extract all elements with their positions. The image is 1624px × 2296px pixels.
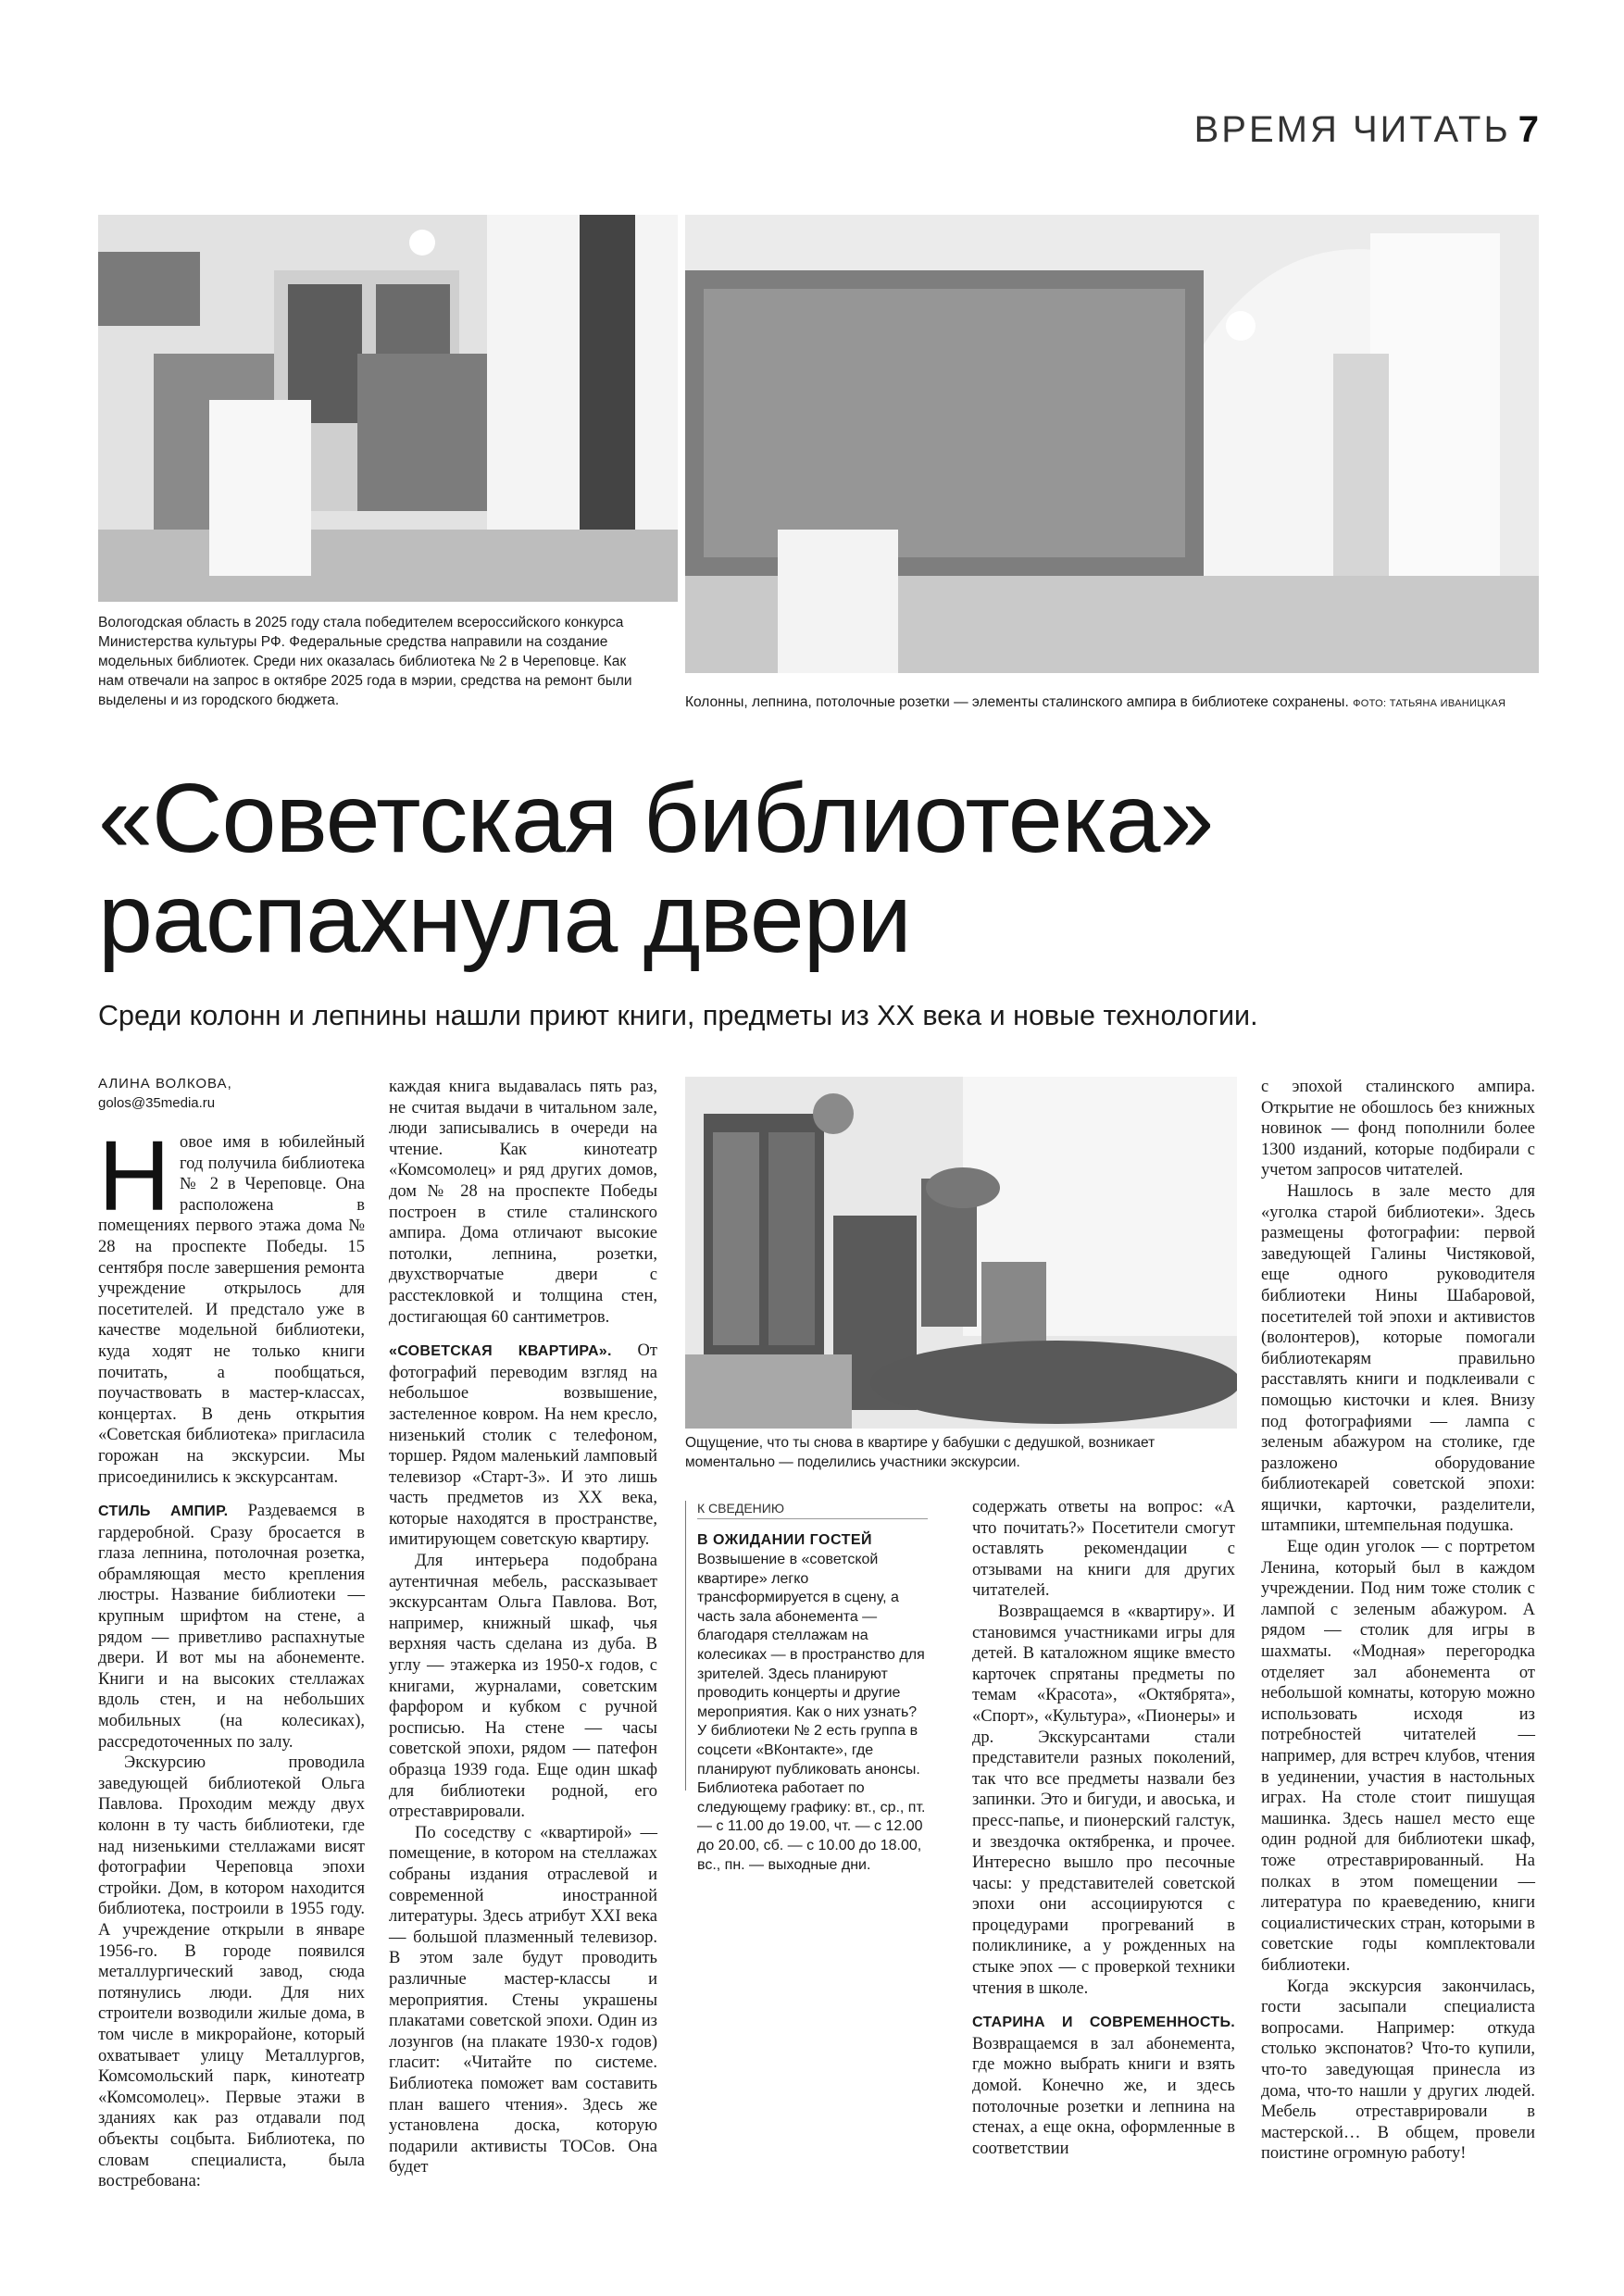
lede: Среди колонн и лепнины нашли приют книги, предметы из XX века и новые технологии. [98, 1000, 1258, 1031]
subhead: СТАРИНА И СОВРЕМЕННОСТЬ. [972, 2015, 1235, 2031]
info-box [685, 1501, 928, 1873]
section-header [1194, 109, 1539, 151]
article-column-2 [389, 1077, 657, 2178]
photo2-caption [685, 693, 1539, 714]
photo2-caption-text: Колонны, лепнина, потолочные розетки — элементы сталинского ампира в библиотеке сохранены. [685, 694, 1349, 710]
headline: «Советская библиотека» распахнула двери [98, 764, 1214, 973]
paragraph: содержать ответы на вопрос: «А что почитать?» Посетители смогут оставлять рекомендации с отзывами на книги для других читателей. [972, 1498, 1235, 1601]
article-column-4 [972, 1497, 1235, 2159]
paragraph [98, 1501, 365, 1753]
page-number: 7 [1518, 109, 1539, 150]
paragraph-text: овое имя в юбилейный год получила библиотека № 2 в Череповце. Она расположена в помещениях первого этажа дома № 28 на проспекте Победы. 15 сентября после завершения ремонта учреждение открылось для посетителей. И предстало уже в качестве модельной библиотеки, куда ходят не только книги почитать, а пообщаться, поучаствовать в мастер-классах, концертах. В день открытия «Советская библиотека» пригласила горожан на экскурсии. Мы присоединились к экскурсантам. [98, 1133, 365, 1487]
paragraph: Нашлось в зале место для «уголка старой библиотеки». Здесь размещены фотографии: первой заведующей Галины Чистяковой, еще одного руководителя библиотеки Нины Шабаровой, посетителей той эпохи и активистов (волонтеров), которые помогали библиотекарям правильно расставлять книги и подклеивали с помощью кисточки и клея. Внизу под фотографиями — лампа с зеленым абажуром на столике, где разложено оборудование библиотекарей советской эпохи: ящички, карточки, разделители, штампики, штемпельная подушка. [1261, 1181, 1535, 1536]
info-box-text: Возвышение в «советской квартире» легко трансформируется в сцену, а часть зала абонемента — благодаря стеллажам на колесиках — в пространство для зрителей. Здесь планируют проводить концерты и другие мероприятия. Как о них узнать? У библиотеки № 2 есть группа в соцсети «ВКонтакте», где планируют публиковать анонсы. [697, 1552, 925, 1778]
paragraph [972, 2012, 1235, 2159]
article-column-5 [1261, 1077, 1535, 2165]
library-hours: Библиотека работает по следующему графику: вт., ср., пт. — с 11.00 до 19.00, чт. — с 12.00 до 20.00, сб. — с 10.00 до 18.00, вс., пн. — выходные дни. [697, 1780, 926, 1873]
author-name: АЛИНА ВОЛКОВА, [98, 1076, 232, 1092]
photo3-caption: Ощущение, что ты снова в квартире у бабушки с дедушкой, возникает моментально — поделились участники экскурсии. [685, 1435, 1156, 1470]
photo1-caption: Вологодская область в 2025 году стала победителем всероссийского конкурса Министерства культуры РФ. Федеральные средства направили на создание модельных библиотек. Среди них оказалась библиотека № 2 в Череповце. Как нам отвечали на запрос в октябре 2025 года в мэрии, средства на ремонт были выделены и из городского бюджета. [98, 615, 632, 708]
photo-library-hall [98, 215, 678, 602]
paragraph [98, 1119, 365, 1488]
subhead: «СОВЕТСКАЯ КВАРТИРА». [389, 1343, 612, 1360]
section-title: ВРЕМЯ ЧИТАТЬ [1193, 109, 1511, 150]
photo-credit: ФОТО: ТАТЬЯНА ИВАНИЦКАЯ [1353, 698, 1506, 709]
paragraph-text: Возвращаемся в зал абонемента, где можно выбрать книги и взять домой. Конечно же, и здесь потолочные розетки и лепнина на стенах, а еще окна, оформленные в соответствии [972, 2034, 1235, 2158]
paragraph: Еще один уголок — с портретом Ленина, который был в каждом учреждении. Под ним тоже столик с лампой с зеленым абажуром. А рядом — столик для игры в шахматы. «Модная» перегородка отделяет зал абонемента от небольшой комнаты, которую можно использовать исходя из потребностей читателей — например, для встреч клубов, чтения в уединении, участия в настольных играх. На столе стоит пишущая машинка. Здесь нашел место еще один родной для библиотеки шкаф, тоже отреставрированный. На полках в этом помещении — литература по краеведению, книги социалистических стран, которыми в советские годы комплектовали библиотеки. [1261, 1538, 1535, 1975]
info-box-label: К СВЕДЕНИЮ [697, 1501, 928, 1519]
dropcap: Н [98, 1119, 170, 1231]
paragraph: Экскурсию проводила заведующей библиотекой Ольга Павлова. Проходим между двух колонн в ту часть библиотеки, где над низенькими стеллажами висят фотографии Череповца эпохи стройки. Дом, в котором находится библиотека, построили в 1955 году. А учреждение открыли в январе 1956-го. В городе появился металлургический завод, сюда потянулись люди. Для них строители возводили жилые дома, в том числе в микрорайоне, который охватывает улицу Металлургов, Комсомольский парк, кинотеатр «Комсомолец». Первые этажи в зданиях как раз отдавали под объекты соцбыта. Библиотека, по словам специалиста, была востребована: [98, 1753, 365, 2191]
paragraph: с эпохой сталинского ампира. Открытие не обошлось без книжных новинок — фонд пополнили более 1300 изданий, которые подбирали с учетом запросов читателей. [1261, 1078, 1535, 1180]
photo-columns-hall [685, 215, 1539, 673]
article-column-1 [98, 1119, 365, 2192]
author-email: golos@35media.ru [98, 1095, 216, 1111]
paragraph: каждая книга выдавалась пять раз, не считая выдачи в читальном зале, люди записывались в очереди на чтение. Как кинотеатр «Комсомолец» и ряд других домов, дом № 28 на проспекте Победы построен в стиле сталинского ампира. Дома отличают высокие потолки, лепнина, розетки, двухстворчатые двери с расстекловкой и толщина стен, достигающая 60 сантиметров. [389, 1078, 657, 1327]
info-box-title: В ОЖИДАНИИ ГОСТЕЙ [697, 1532, 873, 1548]
paragraph [389, 1341, 657, 1551]
paragraph-text: От фотографий переводим взгляд на небольшое возвышение, застеленное ковром. На нем кресло, низенький столик с телефоном, торшер. Рядом маленький ламповый телевизор «Старт-3». И это лишь часть предметов из XX века, которые находятся в пространстве, имитирующем советскую квартиру. [389, 1341, 657, 1550]
paragraph: По соседству с «квартирой» — помещение, в котором на стеллажах собраны издания отраслевой и современной иностранной литературы. Здесь атрибут XXI века — большой плазменный телевизор. В этом зале будут проводить различные мастер-классы и мероприятия. Стены украшены плакатами советской эпохи. Один из лозунгов (на плакате 1930-х годов) гласит: «Читайте по системе. Библиотека поможет вам составить план вашего чтения». Здесь же установлена доска, которую подарили активисты ТОСов. Она будет [389, 1823, 657, 2177]
photo-soviet-apartment [685, 1077, 1237, 1429]
paragraph: Возвращаемся в «квартиру». И становимся участниками игры для детей. В каталожном ящике вместо карточек спрятаны предметы по темам «Красота», «Октябрята», «Спорт», «Культура», «Пионеры» и др. Экскурсантами стали представители разных поколений, так что все предметы назвали без запинки. Это и бигуди, и авоська, и пресс-папье, и пионерский галстук, и звездочка октябренка, и прочее. Интересно вышло про песочные часы: у представителей советской эпохи они ассоциируются с процедурами прогреваний в поликлинике, а у рожденных на стыке эпох — с проверкой техники чтения в школе. [972, 1602, 1235, 1998]
paragraph: Для интерьера подобрана аутентичная мебель, рассказывает экскурсантам Ольга Павлова. Вот, например, книжный шкаф, чья верхняя часть сделана из дуба. В углу — этажерка из 1950-х годов, с книгами, журналами, советским фарфором и кубком с ручной росписью. На стене — часы советской эпохи, рядом — патефон образца 1939 года. Еще один шкаф для библиотеки родной, его отреставрировали. [389, 1552, 657, 1822]
subhead: СТИЛЬ АМПИР. [98, 1504, 229, 1520]
paragraph-text: Раздеваемся в гардеробной. Сразу бросается в глаза лепнина, потолочная розетка, обрамляющая место крепления люстры. Название библиотеки — крупным шрифтом на стене, а рядом — приветливо распахнутые двери. И вот мы на абонементе. Книги и на высоких стеллажах вдоль стен, и на небольших мобильных (на колесиках), рассредоточенных по залу. [98, 1502, 365, 1752]
paragraph: Когда экскурсия закончилась, гости засыпали специалиста вопросами. Например: откуда столько экспонатов? Что-то купили, что-то заведующая принесла из дома, что-то нашли у других людей. Мебель отреставрировали в мастерской… В общем, провели поистине огромную работу! [1261, 1977, 1535, 2164]
byline [98, 1074, 232, 1113]
